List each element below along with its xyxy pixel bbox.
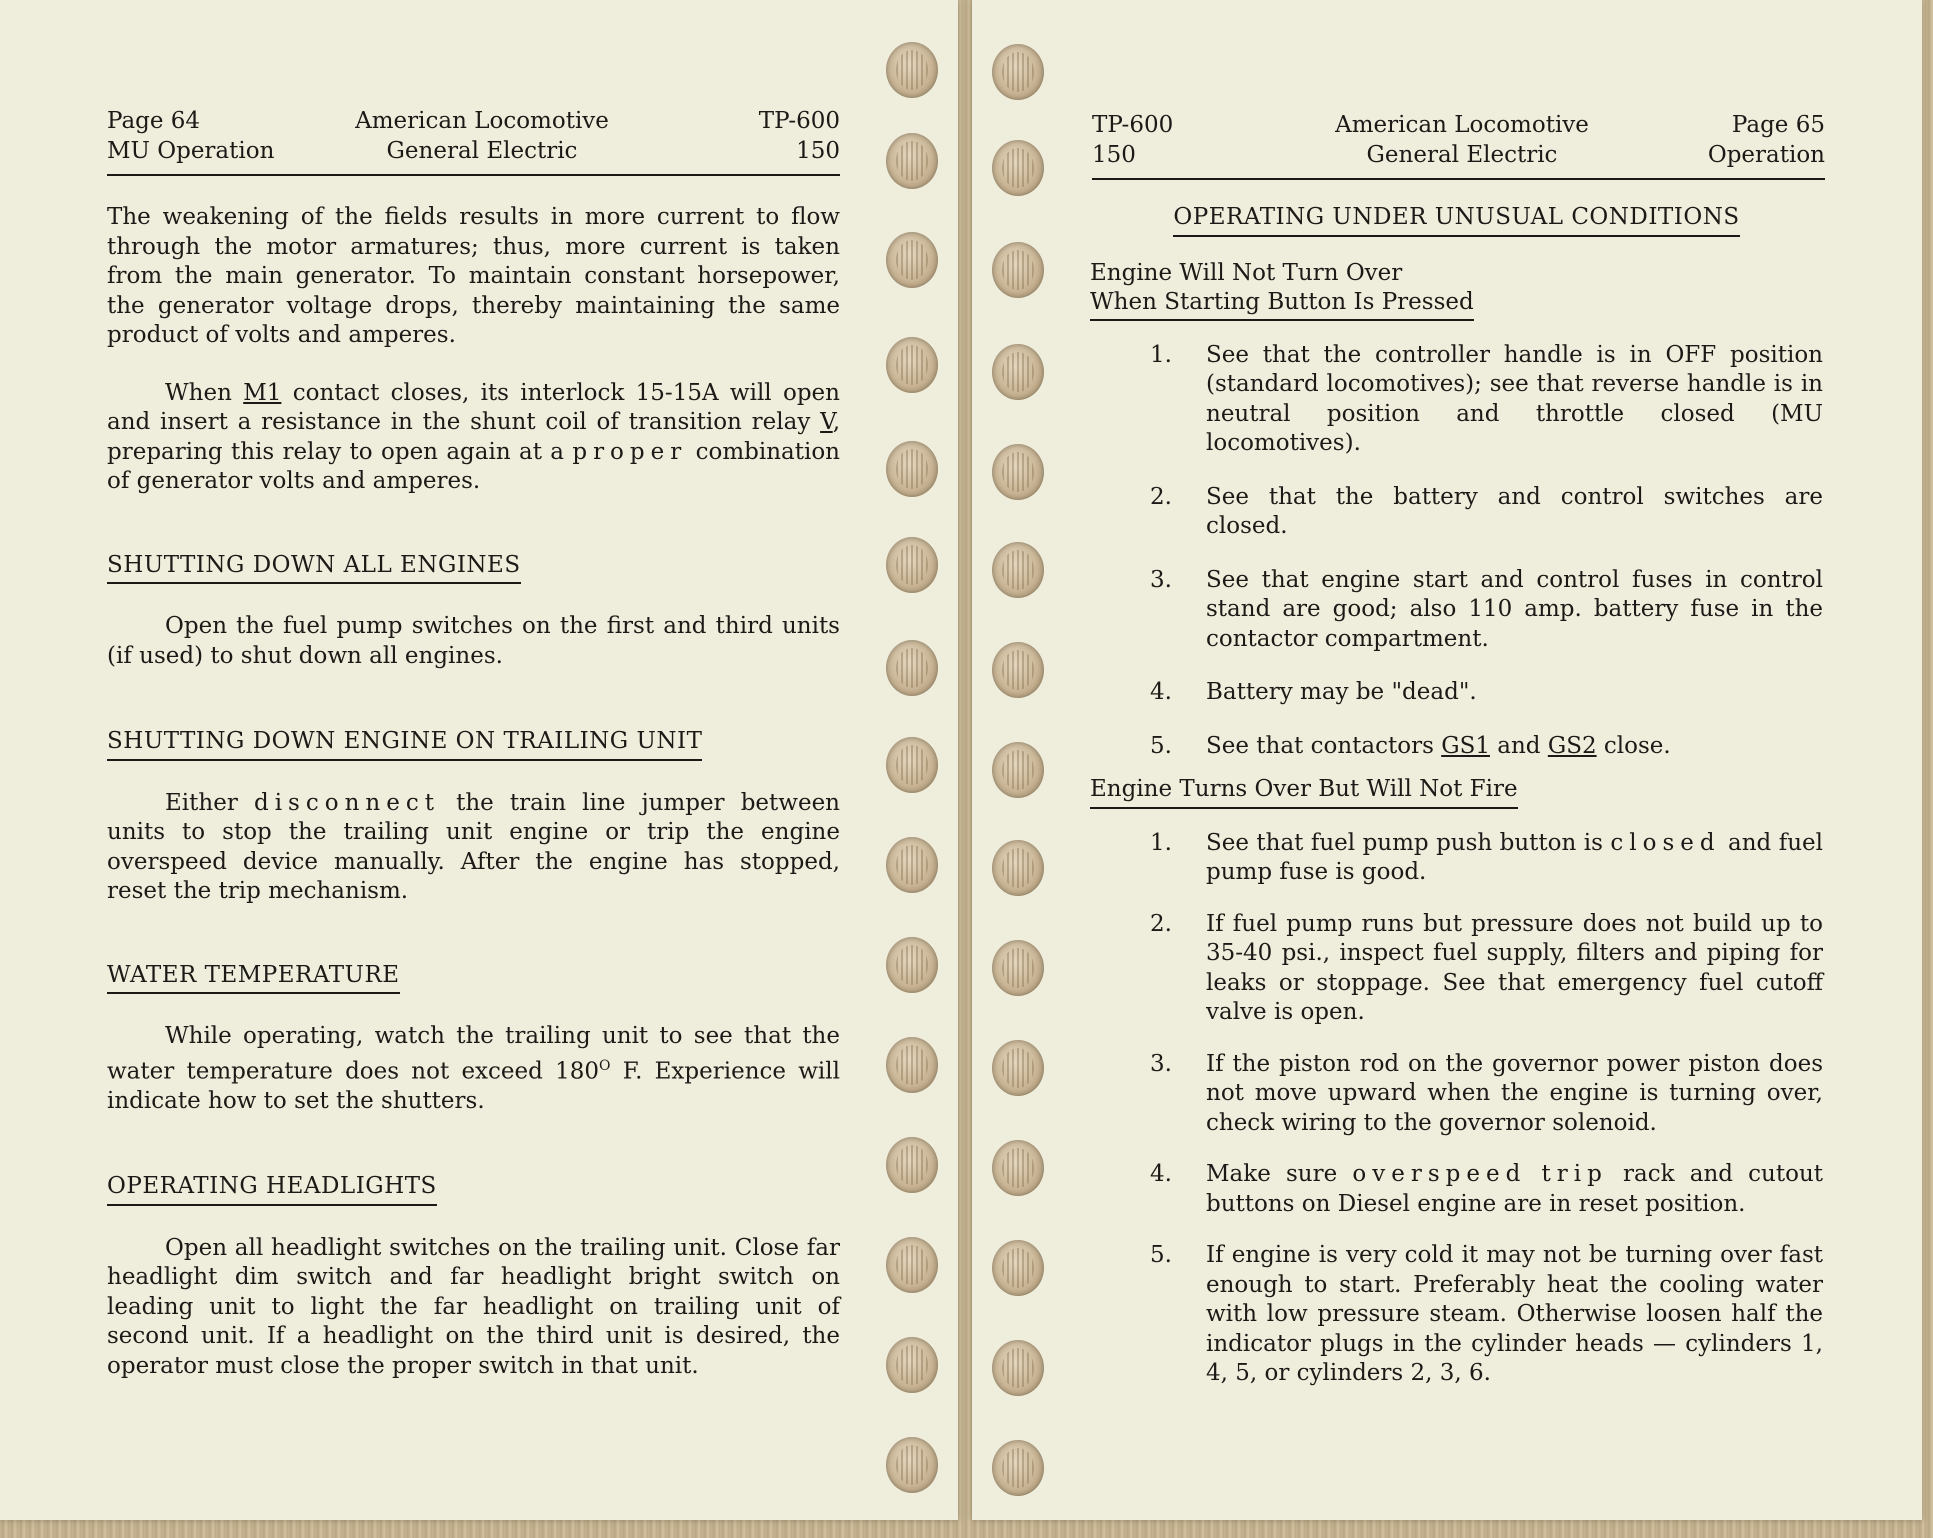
binder-hole — [886, 1037, 938, 1093]
binder-hole — [886, 1237, 938, 1293]
left-page-section: MU Operation — [107, 138, 275, 164]
list-item: 2. See that the battery and control switches are closed. — [1150, 483, 1823, 539]
left-doc-code: TP-600 — [758, 108, 840, 134]
heading-shutting-down-all: SHUTTING DOWN ALL ENGINES — [107, 551, 521, 585]
right-doc-sub: 150 — [1092, 142, 1136, 168]
list-item: 4. Battery may be "dead". — [1150, 679, 1477, 705]
binder-hole — [992, 542, 1044, 598]
binder-hole — [992, 642, 1044, 698]
heading-operating-headlights: OPERATING HEADLIGHTS — [107, 1172, 437, 1206]
binder-hole — [886, 737, 938, 793]
right-page-number: Page 65 — [1731, 112, 1825, 138]
right-company-line1: American Locomotive — [1335, 112, 1589, 138]
right-page-body — [1090, 203, 1823, 1389]
binder-hole — [886, 232, 938, 288]
list-item: 2. If fuel pump runs but pressure does not build up to 35-40 psi., inspect fuel supply, filters and piping for leaks or stoppage. See that emergency fuel cutoff valve is open. — [1150, 910, 1823, 1025]
binder-hole — [992, 1240, 1044, 1296]
right-doc-code: TP-600 — [1092, 112, 1174, 138]
binder-hole — [992, 140, 1044, 196]
list-item: 3. See that engine start and control fuses in control stand are good; also 110 amp. battery fuse in the contactor compartment. — [1150, 566, 1823, 652]
subheading-turns-over-not-fire: Engine Turns Over But Will Not Fire — [1090, 775, 1518, 809]
binder-hole — [886, 1137, 938, 1193]
binder-hole — [992, 44, 1044, 100]
heading-unusual-conditions: OPERATING UNDER UNUSUAL CONDITIONS — [1173, 203, 1739, 237]
binder-hole — [992, 742, 1044, 798]
list-item: 1. See that the controller handle is in OFF position (standard locomotives); see that reverse handle is in neutral position and throttle closed (MU locomotives). — [1150, 341, 1823, 456]
binder-hole — [992, 242, 1044, 298]
right-binder-holes — [992, 0, 1052, 1538]
right-page-section: Operation — [1707, 142, 1825, 168]
left-page-body — [107, 203, 840, 1381]
right-page — [972, 0, 1922, 1520]
list-item: 3. If the piston rod on the governor power piston does not move upward when the engine is turning over, check wiring to the governor solenoid. — [1150, 1050, 1823, 1136]
right-company-line2: General Electric — [1366, 142, 1558, 168]
binder-hole — [886, 1337, 938, 1393]
heading-shutting-down-trailing: SHUTTING DOWN ENGINE ON TRAILING UNIT — [107, 727, 702, 761]
left-binder-holes — [886, 0, 946, 1538]
list-item: 5. See that contactors GS1 and GS2 close. — [1150, 732, 1671, 759]
m1-contact-paragraph: When M1 contact closes, its interlock 15-15A will open and insert a resistance in the shunt coil of transition relay V, preparing this relay to open again at a proper combination of generator volts and amperes. — [107, 379, 840, 494]
left-company-line2: General Electric — [386, 138, 578, 164]
list-item: 5. If engine is very cold it may not be turning over fast enough to start. Preferably heat the cooling water with low pressure steam. Otherwise loosen half the indicator plugs in the cylinder heads — cylinders 1, 4, 5, or cylinders 2, 3, 6. — [1150, 1242, 1823, 1386]
water-temperature-paragraph: While operating, watch the trailing unit to see that the water temperature does not exceed $180^O$ F. Experience will indicate how to set the shutters. — [107, 1023, 840, 1114]
fields-weakening-paragraph: The weakening of the fields results in more current to flow through the motor armatures; thus, more current is taken from the main generator. To maintain constant horsepower, the generator voltage drops, thereby maintaining the same product of volts and amperes. — [107, 204, 840, 348]
binder-hole — [886, 337, 938, 393]
binder-hole — [886, 537, 938, 593]
right-page-header — [1092, 110, 1825, 180]
heading-water-temperature: WATER TEMPERATURE — [107, 961, 400, 995]
binder-hole — [992, 1040, 1044, 1096]
binder-hole — [886, 133, 938, 189]
binder-hole — [886, 441, 938, 497]
binder-hole — [992, 1340, 1044, 1396]
left-company-line1: American Locomotive — [355, 108, 609, 134]
subheading-engine-will-not-turn: Engine Will Not Turn Over When Starting Button Is Pressed — [1090, 259, 1474, 321]
binder-hole — [886, 640, 938, 696]
binder-hole — [886, 837, 938, 893]
binder-hole — [886, 1437, 938, 1493]
binder-hole — [992, 1140, 1044, 1196]
shutting-down-all-paragraph: Open the fuel pump switches on the first and third units (if used) to shut down all engines. — [107, 613, 840, 669]
left-page-number: Page 64 — [107, 108, 201, 134]
binder-hole — [886, 42, 938, 98]
binder-hole — [992, 1440, 1044, 1496]
list-item: 1. See that fuel pump push button is closed and fuel pump fuse is good. — [1150, 829, 1823, 885]
shutting-down-trailing-paragraph: Either disconnect the train line jumper between units to stop the trailing unit engine or trip the engine overspeed device manually. After the engine has stopped, reset the trip mechanism. — [107, 789, 840, 904]
left-doc-sub: 150 — [796, 138, 840, 164]
left-page — [0, 0, 958, 1520]
binder-hole — [886, 937, 938, 993]
binder-hole — [992, 344, 1044, 400]
list-item: 4. Make sure overspeed trip rack and cutout buttons on Diesel engine are in reset position. — [1150, 1161, 1824, 1217]
headlights-paragraph: Open all headlight switches on the trailing unit. Close far headlight dim switch and far headlight bright switch on leading unit to light the far headlight on trailing unit of second unit. If a headlight on the third unit is desired, the operator must close the proper switch in that unit. — [107, 1234, 840, 1379]
binder-hole — [992, 840, 1044, 896]
left-page-header — [107, 106, 840, 176]
binder-hole — [992, 444, 1044, 500]
binder-hole — [992, 940, 1044, 996]
